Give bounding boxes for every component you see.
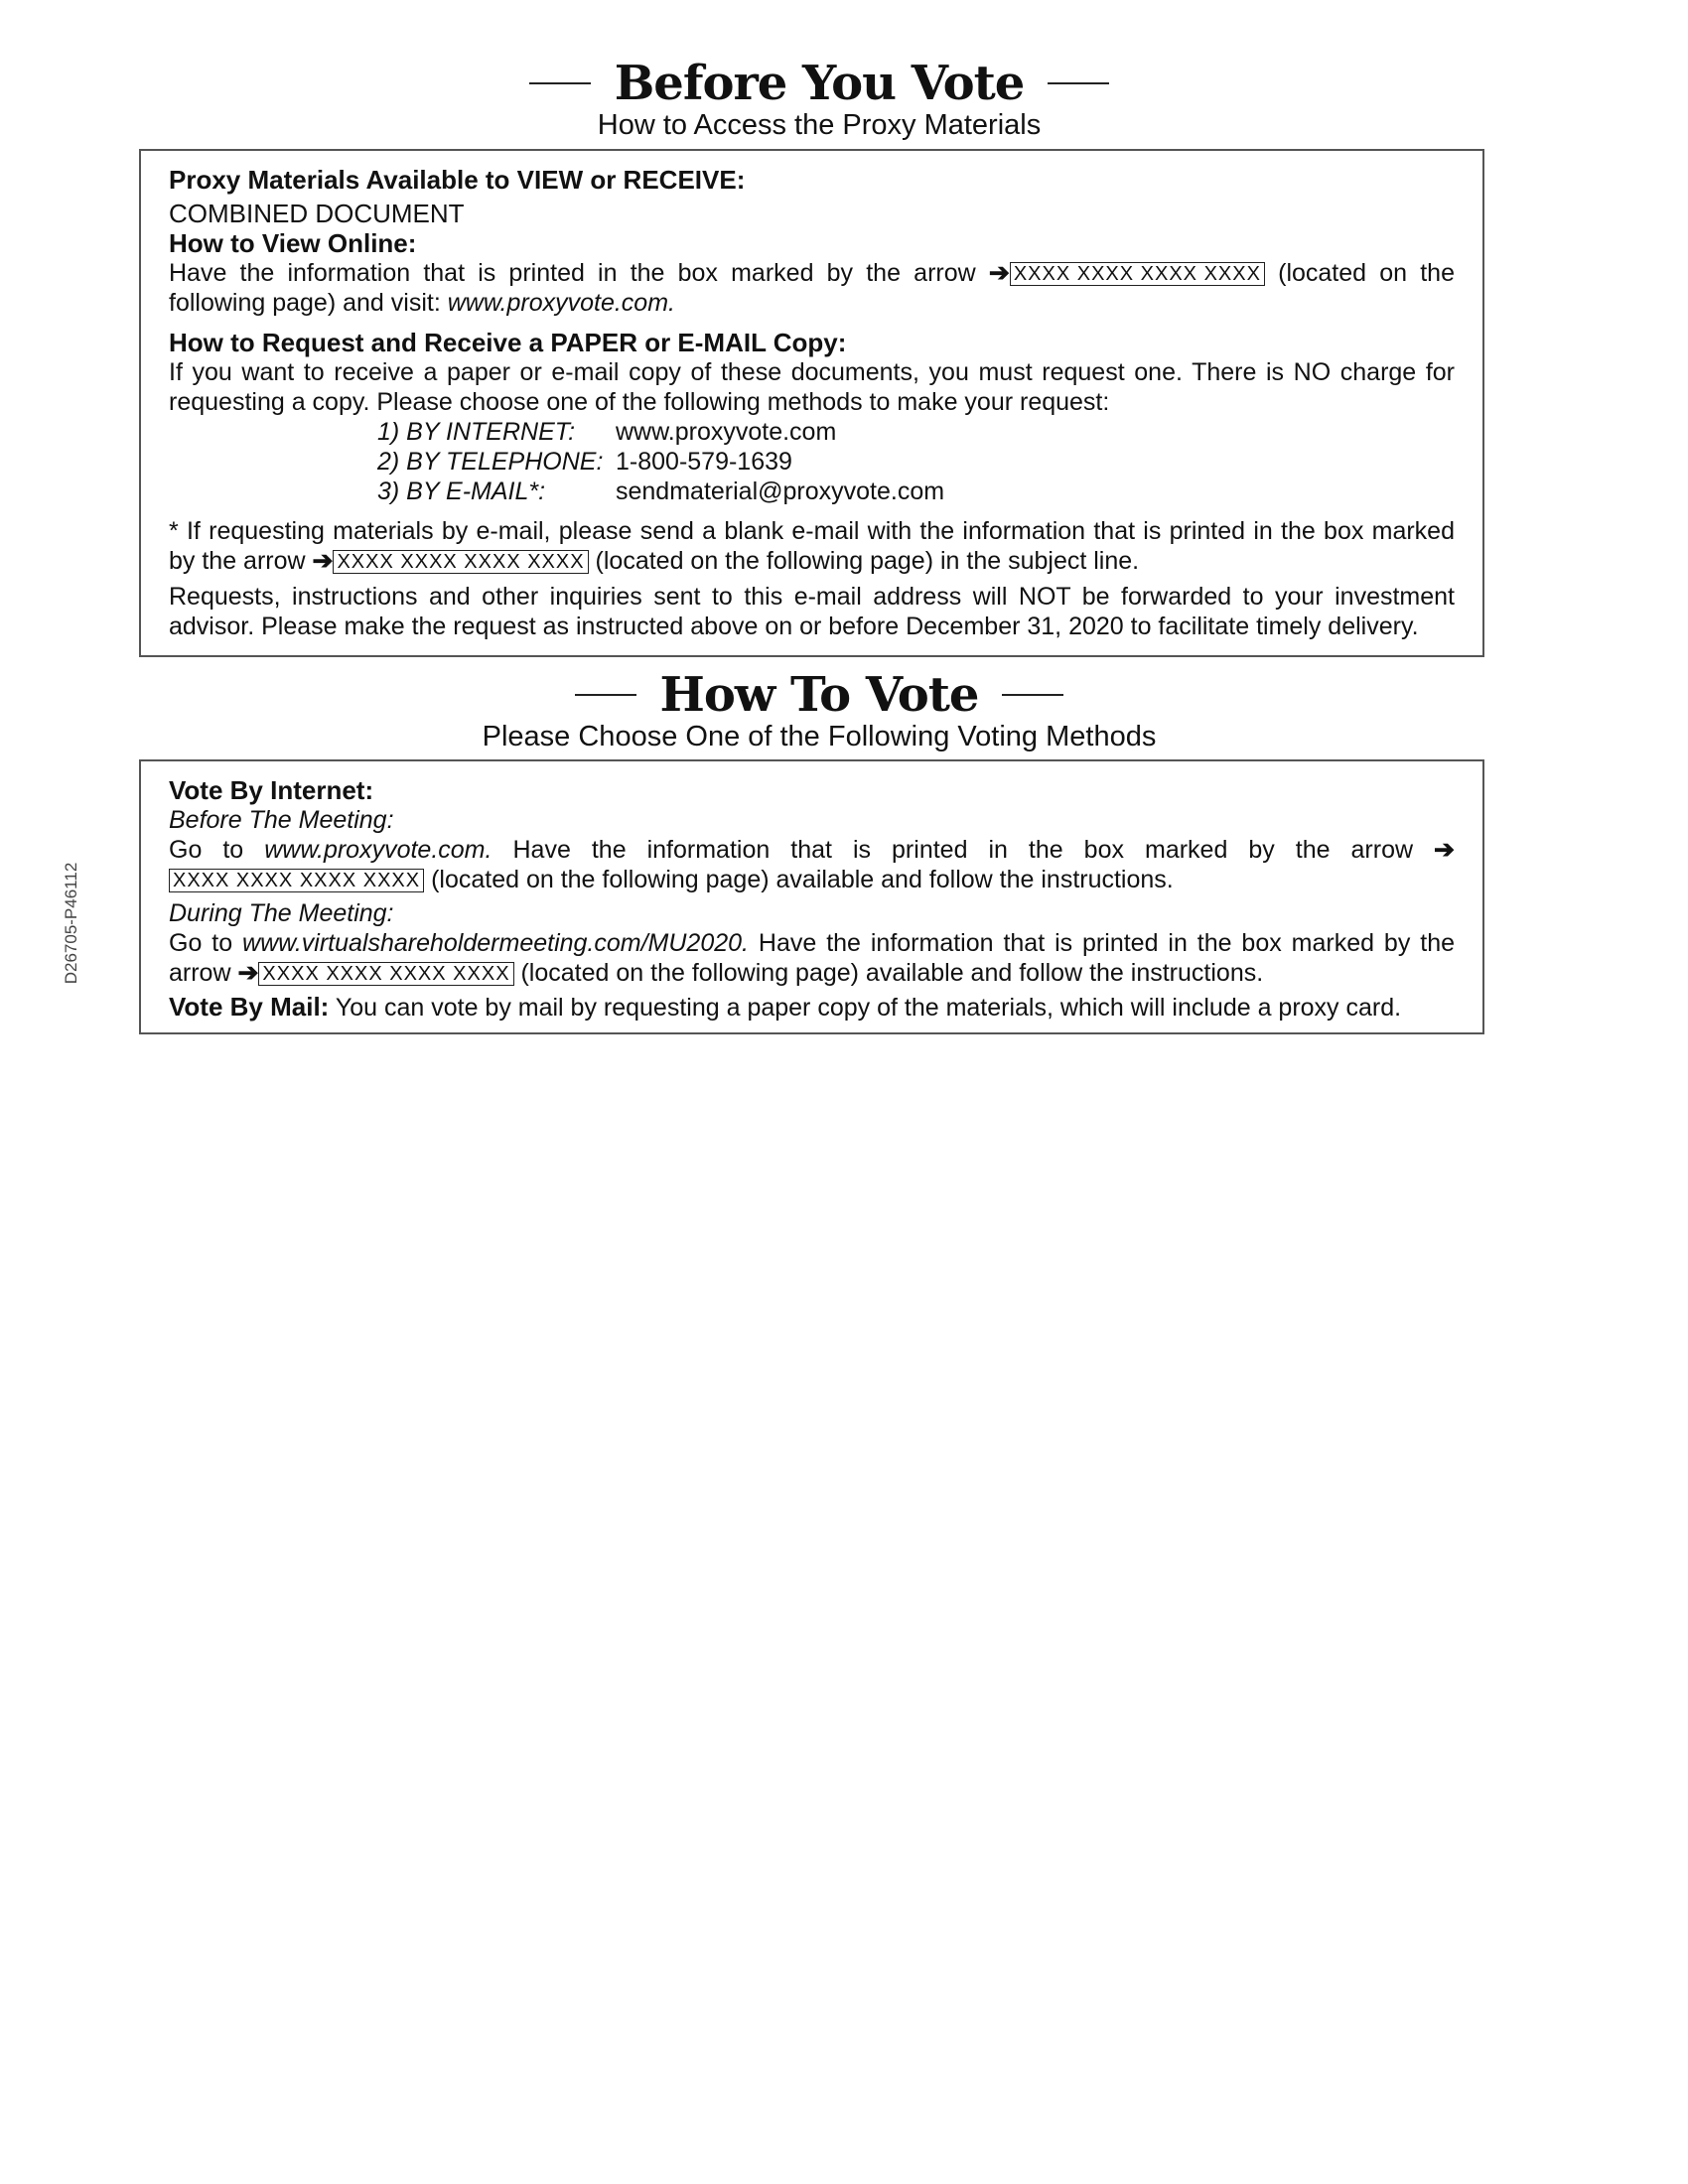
vote-internet-heading: Vote By Internet: — [169, 775, 374, 805]
arrow-icon: ➔ — [1434, 836, 1455, 864]
before-meeting-text: Go to www.proxyvote.com. Have the information that is printed in the box marked by the arrow ➔XXXX XXXX XXXX XXXX (located on the following page) available and follow the instructions. — [169, 836, 1455, 893]
document-name: COMBINED DOCUMENT — [169, 199, 465, 228]
method-telephone: 2) BY TELEPHONE: 1-800-579-1639 — [377, 448, 792, 476]
during-meeting-label: During The Meeting: — [169, 899, 394, 927]
proxy-materials-box — [139, 149, 1484, 657]
arrow-icon: ➔ — [988, 259, 1010, 287]
view-online-heading: How to View Online: — [169, 228, 417, 258]
vote-mail-heading: Vote By Mail: — [169, 992, 330, 1022]
vote-by-mail — [169, 992, 1455, 1023]
control-number-placeholder: XXXX XXXX XXXX XXXX — [1010, 262, 1265, 286]
during-meeting-text: Go to www.virtualshareholdermeeting.com/MU2020. Have the information that is printed in the box marked by the arrow ➔ XXXX XXXX XXXX XXXX (located on the following page) available and follow the instructions. — [169, 929, 1455, 987]
how-to-vote-header — [0, 667, 1638, 753]
vote-mail-text: You can vote by mail by requesting a paper copy of the materials, which will include a proxy card. — [335, 994, 1402, 1022]
section-title: Before You Vote — [614, 56, 1025, 111]
section-subtitle: Please Choose One of the Following Voting Methods — [482, 721, 1157, 752]
proxyvote-link[interactable]: www.proxyvote.com. — [447, 289, 675, 317]
arrow-icon: ➔ — [312, 547, 334, 575]
control-number-placeholder: XXXX XXXX XXXX XXXX — [258, 962, 513, 986]
method-internet: 1) BY INTERNET: www.proxyvote.com — [377, 418, 837, 446]
document-code: D26705-P46112 — [62, 862, 80, 985]
virtual-meeting-link[interactable]: www.virtualshareholdermeeting.com/MU2020. — [242, 929, 749, 957]
control-number-placeholder: XXXX XXXX XXXX XXXX — [333, 550, 588, 574]
title-rule-right — [1048, 82, 1109, 84]
voting-methods-box — [139, 759, 1484, 1034]
request-text: If you want to receive a paper or e-mail copy of these documents, you must request one. There is NO charge for requesting a copy. Please choose one of the following methods to make your request: — [169, 358, 1455, 416]
proxyvote-link[interactable]: www.proxyvote.com. — [264, 836, 492, 864]
before-you-vote-header — [0, 56, 1638, 142]
before-meeting-label: Before The Meeting: — [169, 806, 394, 834]
request-methods — [377, 417, 1455, 506]
method-telephone-value[interactable]: 1-800-579-1639 — [616, 448, 792, 476]
section-subtitle: How to Access the Proxy Materials — [597, 109, 1042, 141]
title-rule-left — [575, 694, 636, 696]
available-heading: Proxy Materials Available to VIEW or RECEIVE: — [169, 165, 746, 195]
title-rule-left — [529, 82, 591, 84]
request-heading: How to Request and Receive a PAPER or E-MAIL Copy: — [169, 328, 847, 357]
method-internet-value[interactable]: www.proxyvote.com — [616, 418, 837, 446]
section-title: How To Vote — [659, 667, 979, 723]
method-email-value[interactable]: sendmaterial@proxyvote.com — [616, 478, 945, 505]
disclaimer-text: Requests, instructions and other inquiries sent to this e-mail address will NOT be forwarded to your investment advisor. Please make the request as instructed above on or before December 31, 2020 to facilitate timely delivery. — [169, 583, 1455, 640]
email-footnote: * If requesting materials by e-mail, please send a blank e-mail with the information that is printed in the box marked by the arrow ➔ XXXX XXXX XXXX XXXX (located on the following page) in the subject line. — [169, 517, 1455, 575]
method-email: 3) BY E-MAIL*: sendmaterial@proxyvote.com — [377, 478, 945, 505]
title-rule-right — [1002, 694, 1063, 696]
control-number-placeholder: XXXX XXXX XXXX XXXX — [169, 869, 424, 892]
arrow-icon: ➔ — [237, 959, 259, 987]
view-online-text: Have the information that is printed in the box marked by the arrow ➔ XXXX XXXX XXXX XXXX (located on the following page) and visit: www.proxyvote.com. — [169, 259, 1455, 317]
